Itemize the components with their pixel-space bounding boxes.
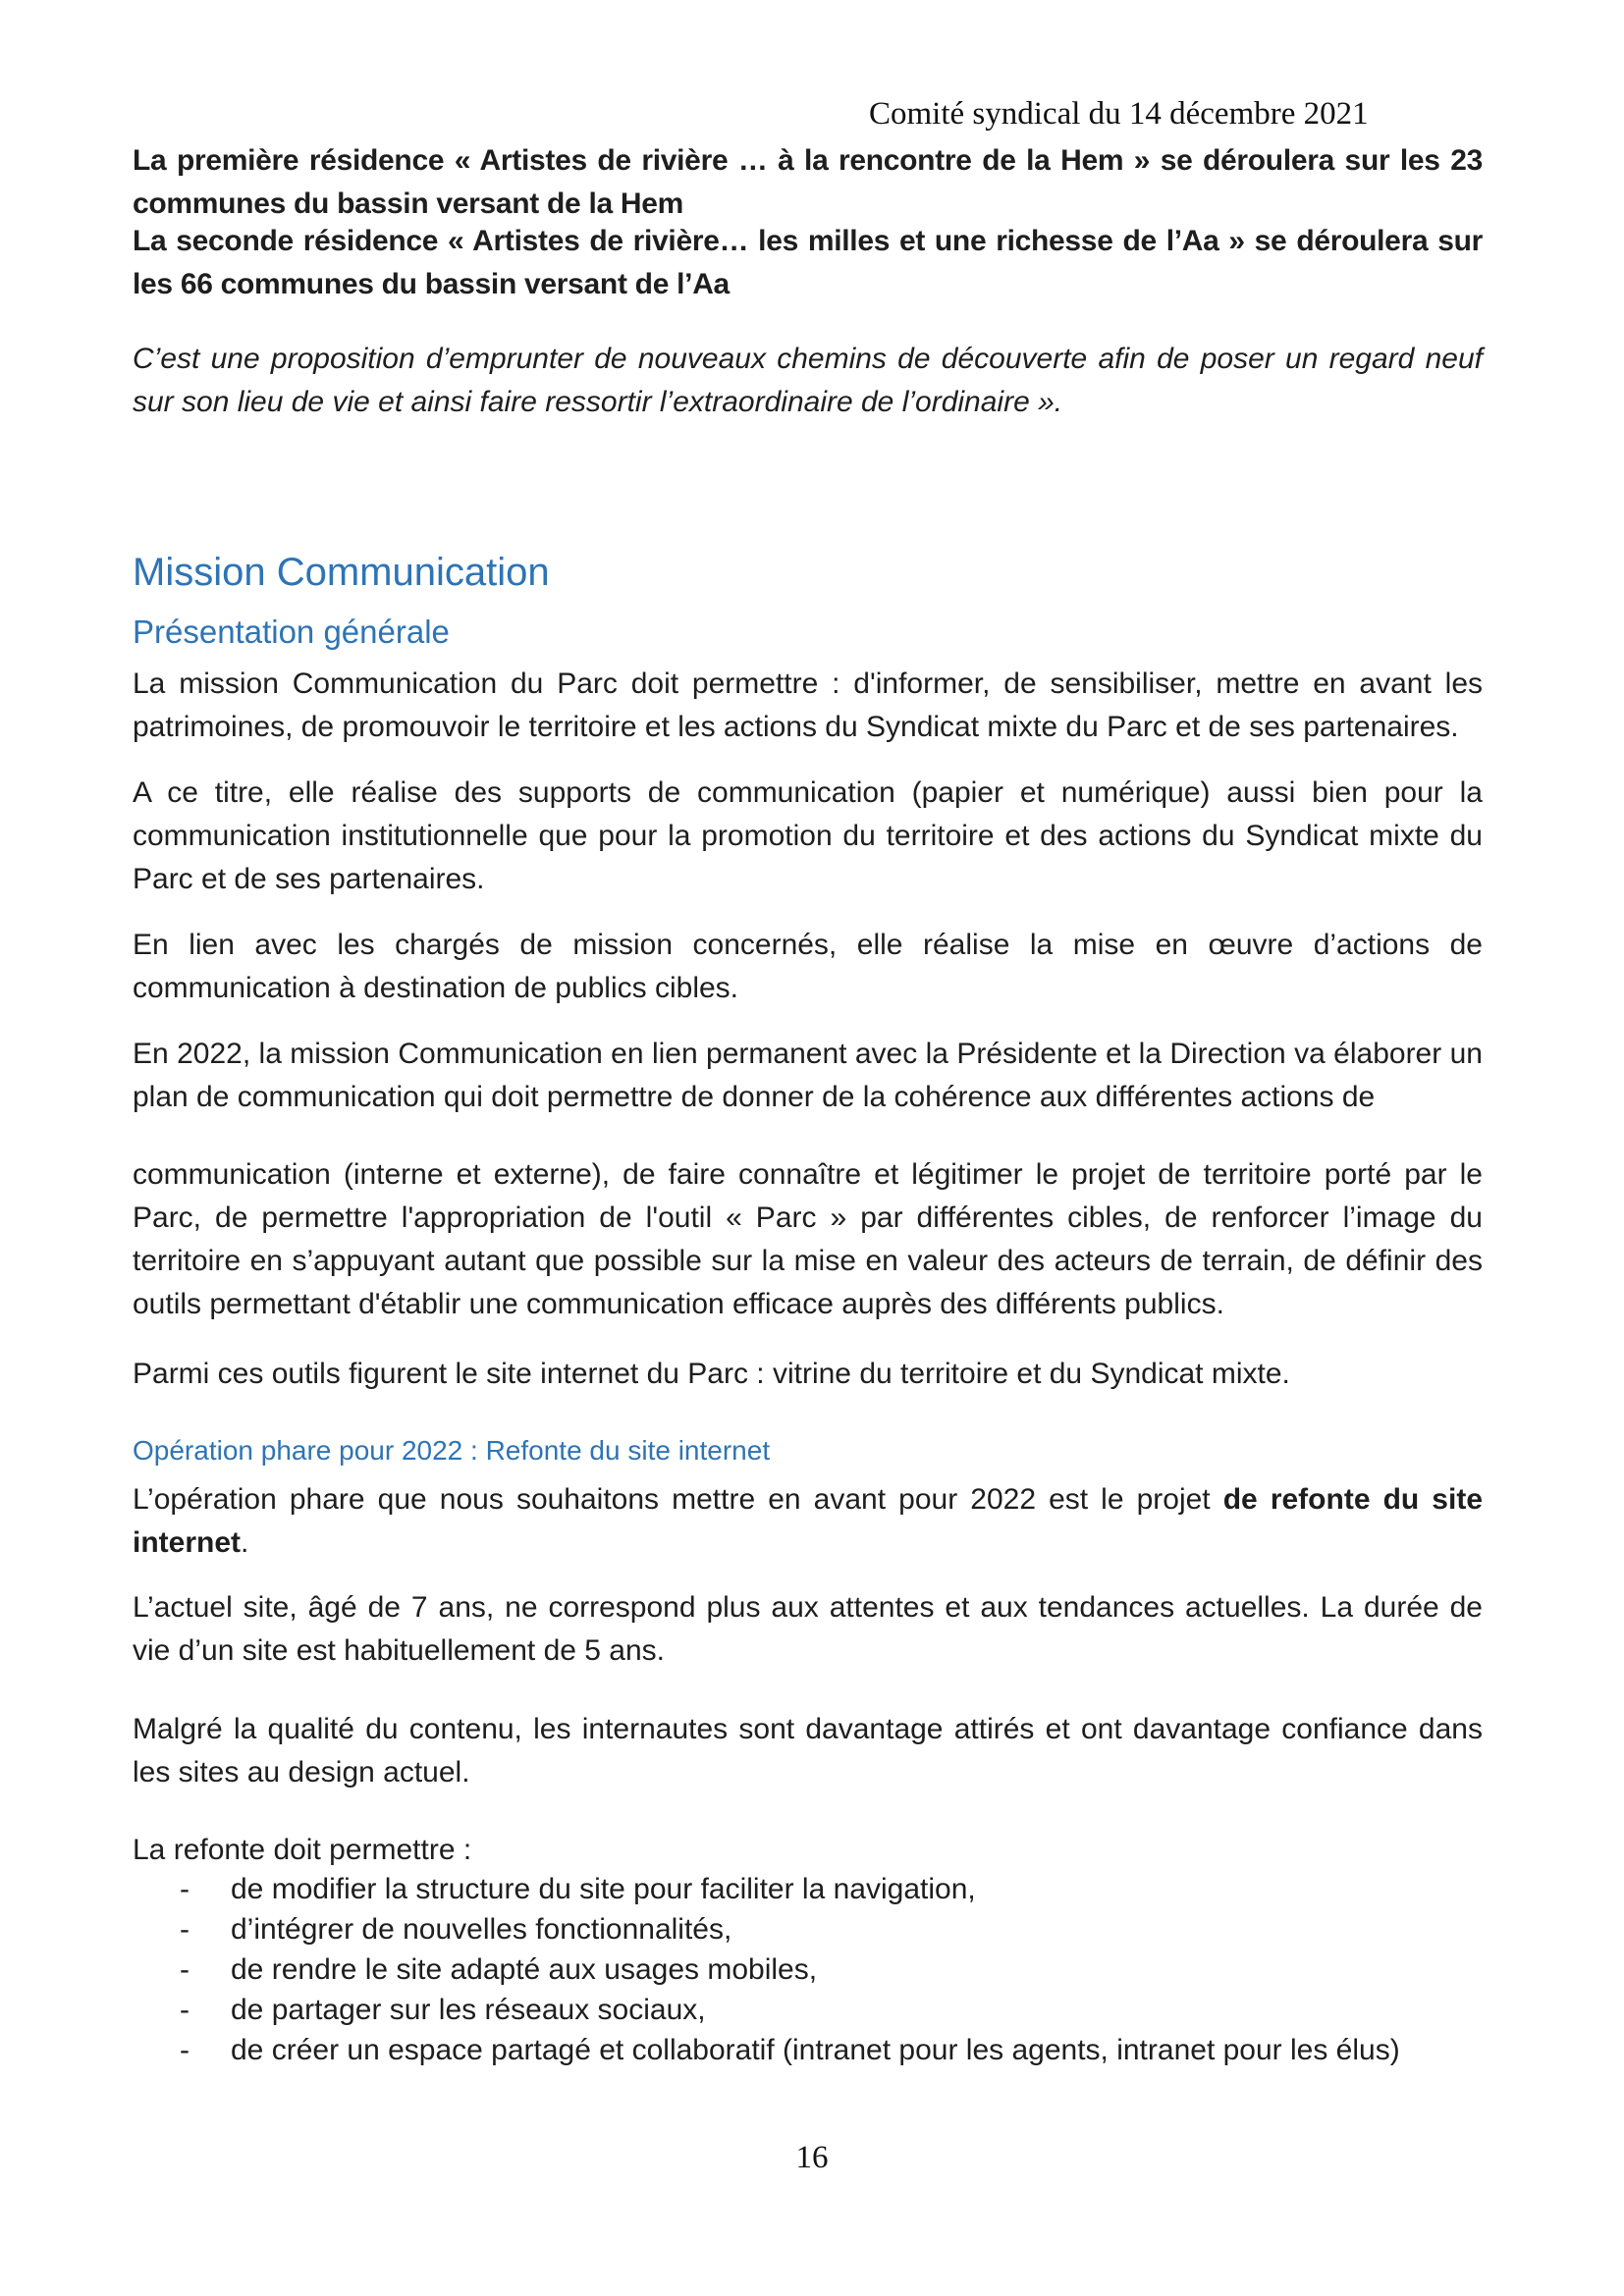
refonte-list: [133, 1869, 1483, 2070]
residence-1-paragraph: La première résidence « Artistes de rivière … à la rencontre de la Hem » se déroulera sur les 23 communes du bassin versant de la Hem: [133, 144, 1483, 220]
operation-paragraph-1-end: .: [241, 1526, 249, 1559]
mission-paragraph-6: Parmi ces outils figurent le site internet du Parc : vitrine du territoire et du Syndicat mixte.: [133, 1358, 1290, 1390]
list-item: [133, 1949, 1483, 1990]
operation-title: Opération phare pour 2022 : Refonte du site internet: [133, 1435, 771, 1466]
operation-paragraph-2: L’actuel site, âgé de 7 ans, ne correspond plus aux attentes et aux tendances actuelles. La durée de vie d’un site est habituellement de 5 ans.: [133, 1591, 1483, 1667]
mission-paragraph-3: En lien avec les chargés de mission concernés, elle réalise la mise en œuvre d’actions de communication à destination de publics cibles.: [133, 929, 1483, 1004]
subsection-title: Présentation générale: [133, 614, 450, 650]
list-item: [133, 1869, 1483, 1909]
list-bullet: -: [180, 1953, 189, 1986]
list-intro: La refonte doit permettre :: [133, 1834, 472, 1866]
list-item-text: d’intégrer de nouvelles fonctionnalités,: [231, 1913, 732, 1946]
mission-paragraph-4: En 2022, la mission Communication en lien permanent avec la Présidente et la Direction va élaborer un plan de communication qui doit permettre de donner de la cohérence aux différentes actions de: [133, 1038, 1483, 1113]
list-bullet: -: [180, 1873, 189, 1905]
list-item-text: de rendre le site adapté aux usages mobiles,: [231, 1953, 818, 1986]
operation-paragraph-1: [133, 1478, 1483, 1565]
mission-paragraph-1: La mission Communication du Parc doit permettre : d'informer, de sensibiliser, mettre en avant les patrimoines, de promouvoir le territoire et les actions du Syndicat mixte du Parc et de ses partenaires.: [133, 667, 1483, 743]
list-item-text: de créer un espace partagé et collaboratif (intranet pour les agents, intranet pour les élus): [231, 2034, 1400, 2066]
quote-paragraph: C’est une proposition d’emprunter de nouveaux chemins de découverte afin de poser un regard neuf sur son lieu de vie et ainsi faire ressortir l’extraordinaire de l’ordinaire ».: [133, 343, 1483, 418]
mission-paragraph-2: A ce titre, elle réalise des supports de communication (papier et numérique) aussi bien pour la communication institutionnelle que pour la promotion du territoire et des actions du Syndicat mixte du Parc et de ses partenaires.: [133, 776, 1483, 895]
residence-2-paragraph: La seconde résidence « Artistes de rivière… les milles et une richesse de l’Aa » se déroulera sur les 66 communes du bassin versant de l’Aa: [133, 225, 1483, 300]
list-item-text: de modifier la structure du site pour faciliter la navigation,: [231, 1873, 976, 1905]
operation-paragraph-1-bold: de refonte du site internet: [133, 1483, 1483, 1559]
list-item: [133, 1990, 1483, 2030]
list-item-text: de partager sur les réseaux sociaux,: [231, 1994, 706, 2026]
section-title: Mission Communication: [133, 551, 550, 594]
list-item: [133, 1909, 1483, 1949]
page-header: Comité syndical du 14 décembre 2021: [869, 96, 1369, 132]
list-bullet: -: [180, 1994, 189, 2026]
operation-paragraph-1-start: L’opération phare que nous souhaitons mettre en avant pour 2022 est le projet: [133, 1483, 1223, 1516]
list-bullet: -: [180, 1913, 189, 1946]
mission-paragraph-5: communication (interne et externe), de faire connaître et légitimer le projet de territoire porté par le Parc, de permettre l'appropriation de l'outil « Parc » par différentes cibles, de renforcer l’image du territoire en s’appuyant autant que possible sur la mise en valeur des acteurs de terrain, de définir des outils permettant d'établir une communication efficace auprès des différents publics.: [133, 1158, 1483, 1320]
list-item: [133, 2030, 1483, 2070]
operation-paragraph-3: Malgré la qualité du contenu, les internautes sont davantage attirés et ont davantage confiance dans les sites au design actuel.: [133, 1713, 1483, 1789]
page-number: 16: [795, 2140, 829, 2175]
list-bullet: -: [180, 2034, 189, 2066]
